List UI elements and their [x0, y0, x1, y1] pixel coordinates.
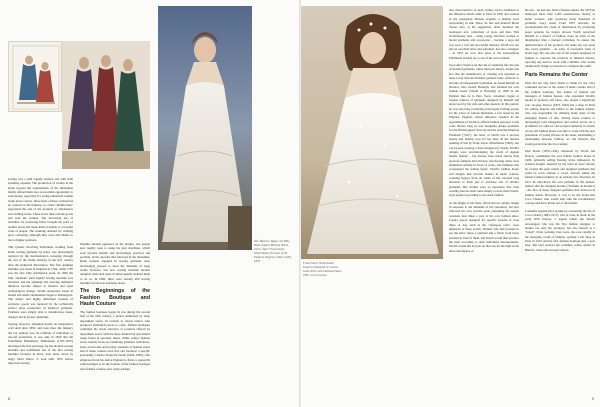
- fashion-plate-figures-icon: [62, 41, 150, 169]
- empress-elisabeth-portrait-icon: [301, 6, 443, 259]
- fashion-plate-illustration-icon: [8, 41, 62, 112]
- paragraph: Sewing, however, remained mostly an inexpensive craft until after 1850, and even then, the industry did not entirely lose its tradition of individual or one-off production. It was only in 1829 that the Frenchman Barthélemy Thimonnier (1793–1857) developed the first prototype for the modern sewing machine and established one of the first sewing machine factories in Paris, later burnt down by angry hand tailors. It took until 1870 before improved sewing: [8, 322, 73, 366]
- paragraph: This system, involving individuals working from home sewing garments by hand, was increasingly replaced by the mechanization sweeping through the rest of the textile industry in the first century after the Industrial Revolution. The first spinning machine was made in England in 1764, while 1785 saw the first fully mechanical loom. In 1830 the fully automatic (and signal) sewing machine was invented, and the spinning and weaving industries therefore became subject to massive and rapid technological change. Textile enterprises based in homes and small communities began to disintegrate. The artistic and highly individual creation of exclusive goods was replaced by the technically perfect mass production of identical garments. Fashions were simply able to manufacture faster, cheaper and in greater quantities.: [8, 245, 73, 319]
- page-number-left: 8: [8, 396, 11, 401]
- right-column-2: [525, 8, 595, 255]
- paragraph: The fashion boutique began its rise during the second half of the 19th century, a period dominated by large department stores. In contrast to classic tailors, who produced individual pieces to order, fashion boutiques combined the broad selection of products offered by department stores with the more limited but specialized range found in specialty shops. While today's fashion stores usually focus on combining garments with shoes, belts, accessories and jewelry, pioneers of fashion stores and of haute couture were first and foremost a specific personality. Charles Frederick Worth (1826–1895), who emigrated from his native England to Paris, is generally acknowledged to be the founder of the fashion boutique and of haute couture, ever today perhaps: [80, 310, 150, 371]
- section-heading: Paris Remains the Center: [525, 71, 588, 78]
- right-column-1: [449, 8, 519, 256]
- left-column-1: [8, 177, 73, 368]
- plate-caption-right: Franz Xaver Winterhalter, Empress Elisabeth in Courtly Gala Dress with Diamond Stars, 1865, oil on canvas: [303, 261, 343, 277]
- plate-caption-left: left: Maurice Tapon, Six Bills, Robe d'Après Midi de Worth, 1913; right: Franz Xaver Winterhalter, Portrait of the Empress Eugénie (1826–1920), 1853: [254, 239, 292, 263]
- left-page: [0, 0, 299, 407]
- paragraph: Paul Poiret (1879–1944), mentored by Worth and Doucet, established his own female fashion house in 1903, primarily selling flowing styles influenced by oriental designs. Inspired by the trend in dress reform, he created the open culotte and designed garments that could be worn without a corset, thereby taking the female fashion industry in an entirely new direction. In 1911 he introduced his own perfume in the market, named after his daughter Rosine ("Parfums de Rosine") – the first of many designer perfumes that followed in fashion hands. However, it was to be the brand that Coco Chanel, who would later take the revolutionary concept and drive Poiret out of the market.: [525, 149, 595, 206]
- paragraph: ular characteristics of such clothes can be attributed to the influence Worth came to Paris in 1845 and worked in the prestigious Maison Gagelin, a fashion store specializing in silk. There, he met and married Marie Vernet who, at his suggestion, often modeled the boutique's new collections of laces and hats. This revolutionary idea – using young attractive women to model garments and accessories – became a rage and was soon a vast and successful industry, Worth was not just an excellent tailor and salesman, but also a designer – in 1855 he won first prize at the International Exhibition in Paris for a coat of his own creation.: [449, 8, 519, 60]
- paragraph: At the height of his fame, Worth did not simply design in response to the demands of his customers, but also followed his own creative path, presenting his newest creations four times a year at his own fashion show. Luxury pieces designed for specific seasons or even times of day, such as the "afternoon robe", were displayed at these events. Women who had traveled to see the show chose a garment and a fabric from those paraded in front of them, and Worth would then produce the item according to their individual measurements. Worth's brand did not just set the tone for the high social elites and figures of: [449, 200, 519, 253]
- section-heading: The Beginnings of the Fashion Boutique and Haute Couture: [80, 288, 150, 307]
- page-number-right: 9: [591, 396, 594, 401]
- paragraph: his day – he had also built a fashion empire. By 1870 he employed more than 1,200 seamstresses, mostly as home workers, who produced many hundreds of garments every week. From 1857 onwards, he revolutionized his chain of distribution by producing paper patterns for buyers abroad. Worth perceived himself as a master of fashion, more an artist of the imagination than a manual craftsman. To ensure the distinctiveness of his products, his name tag was sewn into every garment – an early, if concealed, form of brand logo. He was also one of the earliest designers of fashion to conceive his products as finished articles, rejecting any need to work with a milliner who would traditionally design accessories to complete the outfit.: [525, 8, 595, 69]
- paragraph: machine models appeared on the market, and people now rapidly took to using the new machines, which soon became smaller and increasingly practical and portable. In the decades that followed in the meantime, home workers engaged in sewing garments were increasingly pressed to meet the demands of large textile factories, but new sewing machine models designed with such users in mind usually enabled them to do so. In 1900, there were already 200 sewing machine factories in Germany alone.: [80, 242, 150, 286]
- paragraph: sewing was a skill equally learned and with little spending expense. The production of clothes in the home beyond the requirements of the immediate family offered them fore an excellent opportunity to earn money, especially for young unmarried women in the lower classes. Since most of these women had no contacts in the industry, so called "middle men" negotiated the sale of the products to wholesalers and clothing stores. These stores then sold the goods and paid the women. The increasing use of machines for producing fabric brought the price of textiles down and made them available to a broader class of people. The resulting demand for clothing grew constantly, although they were still unable to rise to higher positions.: [8, 177, 73, 242]
- paragraph: Soon after, Worth took the risk of venturing into the sale of finished garments, rather than just fabrics, despite the fact that the manufacture of clothing was regarded as more lowly than the finished garment trade. Anxious to become an independent tradesman, he found himself an investor, Otto Gustaf Bobergh, and founded his own fashion house (Worth et Bobergh) in 1858 in the Parisian Rue de la Paix. Soon, customers began to request replicas of garments designed by himself and showcased by his wife and other models. In this period, he was also busy producing extravagant evening gowns for the wives of various diplomats, a fact noted by the Empress Eugénie, whose influence resulted in the appointment of Worth as official fashion purveyor to the court. Before long, he was designing unique garments for the British Queen Victoria and the Austrian Empress Elisabeth ("Sisi"), the latter of which was a revered beauty and fashion icon for her time. In the famous painting of Sisi by Franz Xaver Winterhalter (1865), she can be seen wearing a dress designed by Worth. Worth's designs were revolutionizing the world of elegant female fashion – his dresses were much shorter than previous fashions had dictated, and flowing trains were eliminated entirely in favor of waist- and hemlines that accentuated the female figure. Worth's fashion house and designs had become leaders in haute couture, counting figures from all walks of life traveled long distances to Paris just to purchase one of Worth's garments. His clothes were so expensive that even wealthy patrons often came simply to have them Worth-style updated according to the latest fashion.: [449, 63, 519, 198]
- left-column-2: [80, 242, 150, 374]
- empress-eugenie-portrait-icon: [158, 6, 252, 250]
- paragraph: Countless legends have sprung up concerning the life of Coco Chanel (1883–1971). Out of trade in made in the early 20th century, a legend which she herself encouraged. She was the first fashion designer to market not only her products, but also herself as a "brand". From working class roots, she rose rapidly in the emerging world of fashion, opening a hat shop in Paris in 1910 and her first fashion boutique just a year later. She later secured her wealthier coffee outlets in Biarritz, where she secured various: [525, 208, 595, 252]
- paragraph: Paris did not only have Worth to thank for the city's continued success as the center of haute couture and of the fashion boutique. The names of fashion and managers of fashion houses, who expanded Worth's model of pioneers and ideas, also played a significant role. Jacques Doucet (1853–1929) has a shop in Paris for selling lingerie and fabrics to the fashion market, who was responsible for utilizing many sides of the emerging market of this, driving haute couture to increasingly bold imaginative and radical levels. As a prominent art collector and accepted authority in artistic circles, his fashion house was able to work with the new generation of young Picasso in his salon, establishing a relationship between fashion, art and lifestyle that would persist into the 21st century.: [525, 81, 595, 146]
